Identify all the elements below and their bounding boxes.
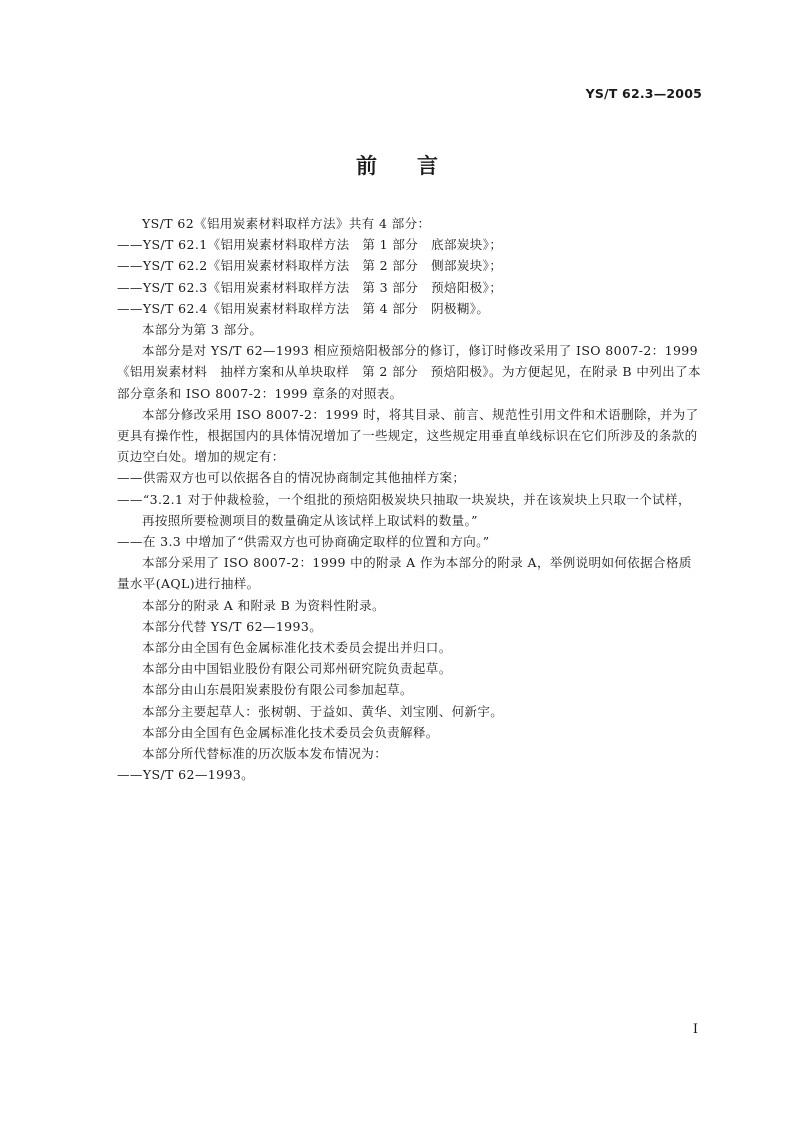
paragraph-history: 本部分所代替标准的历次版本发布情况为： bbox=[142, 746, 388, 762]
paragraph-proposed-by: 本部分由全国有色金属标准化技术委员会提出并归口。 bbox=[142, 640, 452, 656]
page-title: 前言 bbox=[356, 154, 478, 178]
added-rule-1: —— 供需双方也可以依据各自的情况协商制定其他抽样方案； bbox=[117, 467, 703, 488]
paragraph-participated: 本部分由山东晨阳炭素股份有限公司参加起草。 bbox=[142, 682, 413, 698]
list-item-part-1: —— YS/T 62.1《铝用炭素材料取样方法 第 1 部分 底部炭块》； bbox=[117, 234, 703, 255]
document-body bbox=[117, 213, 703, 785]
added-rule-2: —— “3.2.1 对于仲裁检验，一个组批的预焙阳极炭块只抽取一块炭块，并在该炭块上只取一个试样，再按照所要检测项目的数量确定从该试样上取试料的数量。” bbox=[117, 489, 703, 531]
history-item: —— YS/T 62—1993。 bbox=[117, 764, 703, 785]
paragraph-revision: 本部分是对 YS/T 62—1993 相应预焙阳极部分的修订，修订时修改采用了 ISO 8007-2：1999《铝用炭素材料 抽样方案和从单块取样 第 2 部分 预焙阳极》。为方便起见，在附录 B 中列出了本部分章条和 ISO 8007-2：1999 章条的对照表。 bbox=[117, 343, 701, 401]
list-item-part-4: —— YS/T 62.4《铝用炭素材料取样方法 第 4 部分 阴极糊》。 bbox=[117, 298, 703, 319]
paragraph-interpretation: 本部分由全国有色金属标准化技术委员会负责解释。 bbox=[142, 724, 439, 740]
list-item-part-2: —— YS/T 62.2《铝用炭素材料取样方法 第 2 部分 侧部炭块》； bbox=[117, 255, 703, 276]
paragraph-replaces: 本部分代替 YS/T 62—1993。 bbox=[142, 618, 323, 634]
page-number: I bbox=[692, 1022, 698, 1037]
paragraph-drafters: 本部分主要起草人：张树朝、于益如、黄华、刘宝刚、何新宇。 bbox=[142, 703, 504, 719]
paragraph-drafted-by: 本部分由中国铝业股份有限公司郑州研究院负责起草。 bbox=[142, 661, 452, 677]
added-rule-3: —— 在 3.3 中增加了“供需双方也可协商确定取样的位置和方向。” bbox=[117, 531, 703, 552]
paragraph-intro: YS/T 62《铝用炭素材料取样方法》共有 4 部分： bbox=[142, 216, 431, 231]
paragraph-annex-a: 本部分采用了 ISO 8007-2：1999 中的附录 A 作为本部分的附录 A，举例说明如何依据合格质量水平(AQL)进行抽样。 bbox=[117, 555, 692, 592]
standard-number: YS/T 62.3—2005 bbox=[585, 86, 702, 101]
paragraph-annexes: 本部分的附录 A 和附录 B 为资料性附录。 bbox=[142, 597, 385, 613]
paragraph-modification: 本部分修改采用 ISO 8007-2：1999 时，将其目录、前言、规范性引用文件和术语删除，并为了更具有操作性，根据国内的具体情况增加了一些规定，这些规定用垂直单线标识在它们所涉及的条款的页边空白处。增加的规定有： bbox=[117, 406, 699, 465]
paragraph-part-note: 本部分为第 3 部分。 bbox=[142, 322, 263, 338]
list-item-part-3: —— YS/T 62.3《铝用炭素材料取样方法 第 3 部分 预焙阳极》； bbox=[117, 277, 703, 298]
